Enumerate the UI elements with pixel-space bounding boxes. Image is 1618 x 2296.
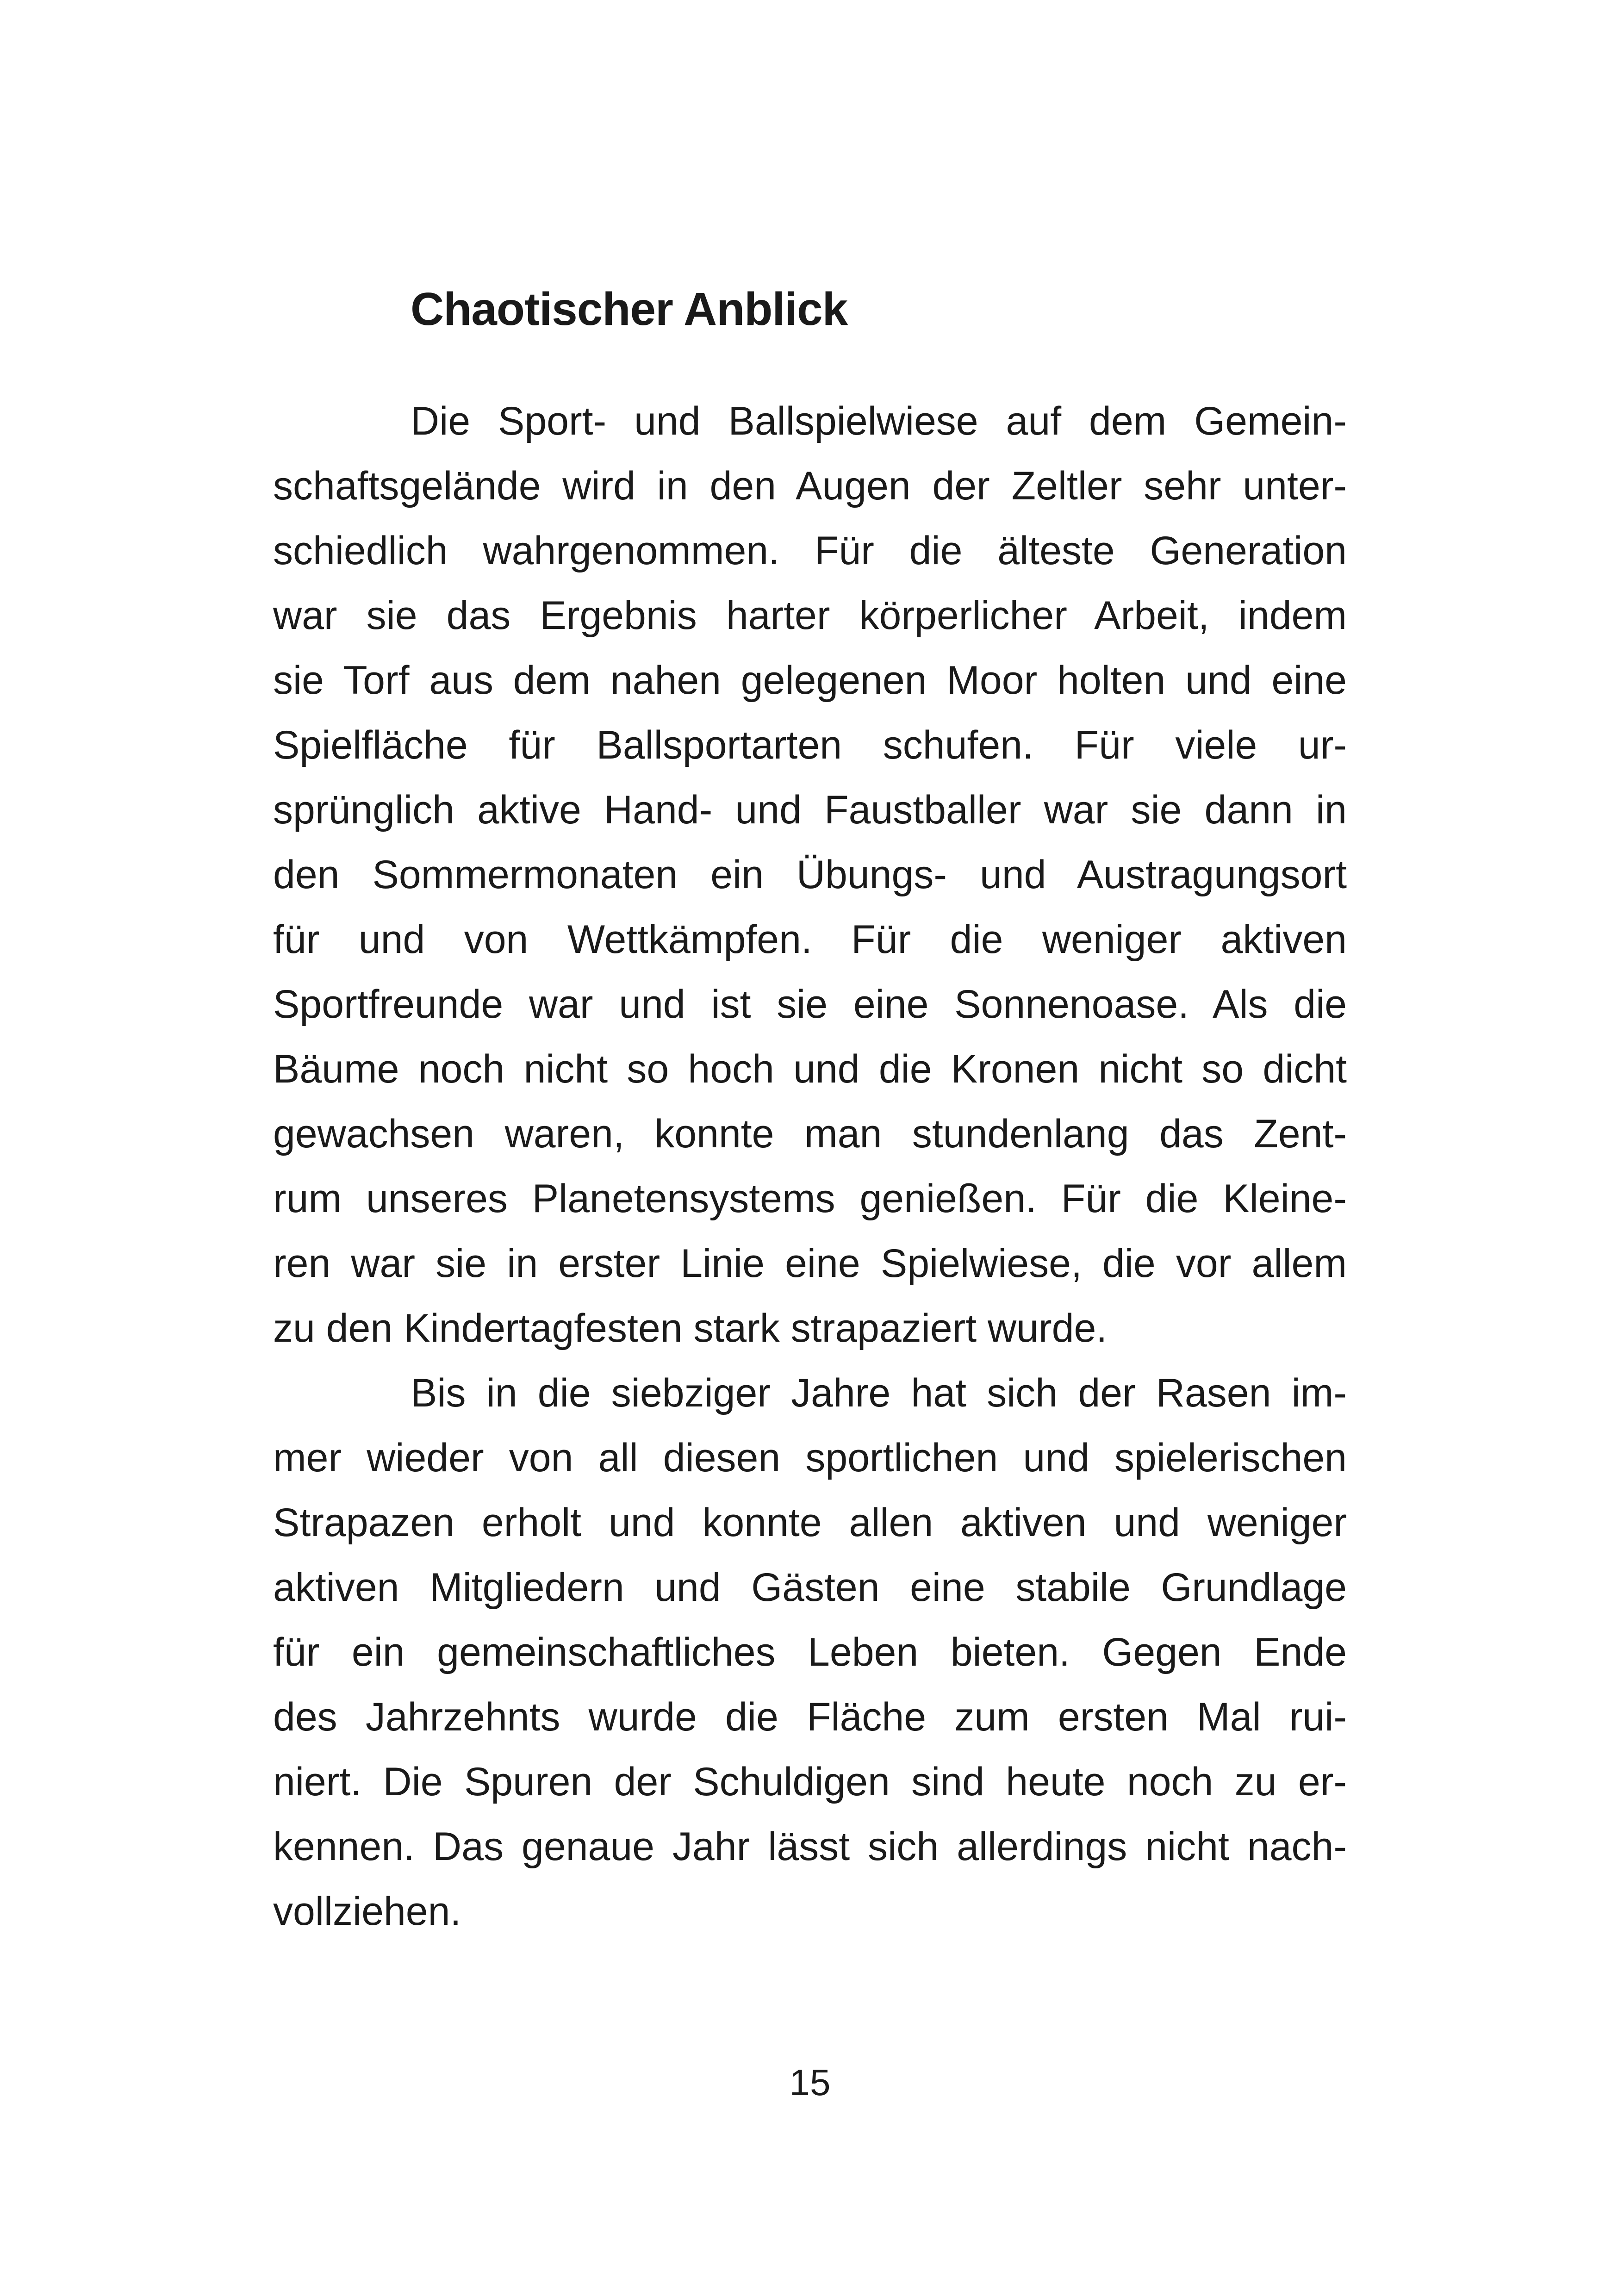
text-line: rum unseres Planetensystems genießen. Für die Kleine- (273, 1176, 1347, 1221)
text-line: Sportfreunde war und ist sie eine Sonnenoase. Als die (273, 982, 1347, 1027)
text-line: vollziehen. (273, 1889, 461, 1934)
text-line: aktiven Mitgliedern und Gästen eine stabile Grundlage (273, 1565, 1347, 1610)
chapter-heading: Chaotischer Anblick (411, 283, 848, 335)
text-line: gewachsen waren, konnte man stundenlang das Zent- (273, 1112, 1347, 1156)
text-line: Die Sport- und Ballspielwiese auf dem Gemein- (411, 399, 1347, 443)
text-line: für und von Wettkämpfen. Für die weniger aktiven (273, 917, 1347, 962)
page-number: 15 (789, 2062, 831, 2103)
body-text (273, 389, 1347, 1944)
text-line: sie Torf aus dem nahen gelegenen Moor holten und eine (273, 658, 1347, 703)
text-line: niert. Die Spuren der Schuldigen sind heute noch zu er- (273, 1760, 1347, 1804)
text-line: zu den Kindertagfesten stark strapaziert wurde. (273, 1306, 1108, 1350)
text-line: kennen. Das genaue Jahr lässt sich allerdings nicht nach- (273, 1824, 1347, 1869)
text-line: sprünglich aktive Hand- und Faustballer war sie dann in (273, 788, 1347, 832)
text-line: schaftsgelände wird in den Augen der Zeltler sehr unter- (273, 464, 1347, 508)
text-line: Spielfläche für Ballsportarten schufen. Für viele ur- (273, 723, 1347, 767)
text-line: schiedlich wahrgenommen. Für die älteste Generation (273, 529, 1347, 573)
text-line: Strapazen erholt und konnte allen aktiven und weniger (273, 1500, 1347, 1545)
text-line: mer wieder von all diesen sportlichen und spielerischen (273, 1436, 1347, 1480)
text-line: Bäume noch nicht so hoch und die Kronen nicht so dicht (273, 1047, 1347, 1091)
text-line: den Sommermonaten ein Übungs- und Austragungsort (273, 852, 1347, 897)
text-line: ren war sie in erster Linie eine Spielwiese, die vor allem (273, 1241, 1347, 1286)
text-line: Bis in die siebziger Jahre hat sich der Rasen im- (411, 1371, 1347, 1415)
text-line: des Jahrzehnts wurde die Fläche zum ersten Mal rui- (273, 1695, 1347, 1739)
text-line: war sie das Ergebnis harter körperlicher Arbeit, indem (273, 593, 1347, 638)
text-line: für ein gemeinschaftliches Leben bieten. Gegen Ende (273, 1630, 1347, 1674)
